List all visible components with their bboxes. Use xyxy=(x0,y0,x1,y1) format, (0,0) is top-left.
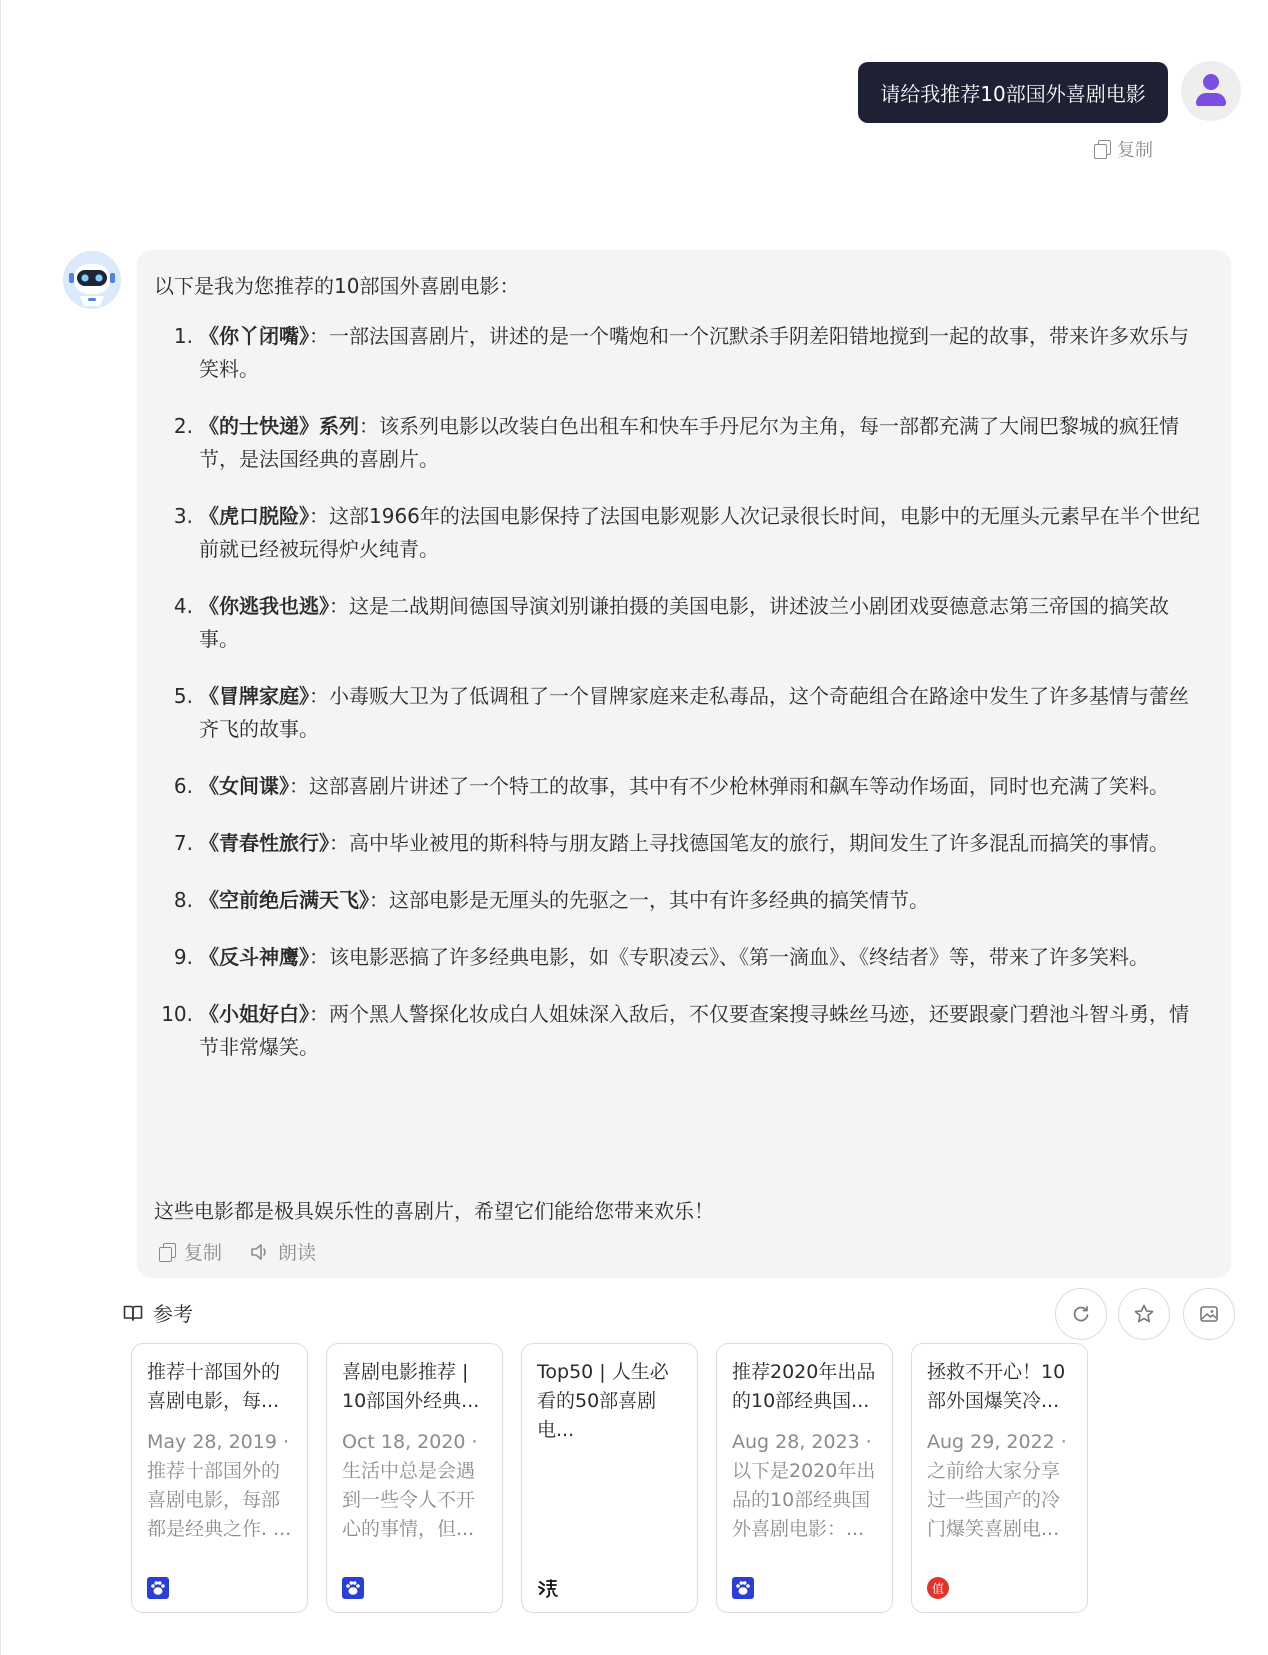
message-actions xyxy=(159,1238,316,1265)
item-number: 1. xyxy=(173,324,193,348)
image-icon xyxy=(1199,1304,1219,1324)
movie-title: 《空前绝后满天飞》 xyxy=(199,888,369,912)
reference-title: 推荐十部国外的喜剧电影，每... xyxy=(147,1361,281,1412)
movie-description: ：这部喜剧片讲述了一个特工的故事，其中有不少枪林弹雨和飙车等动作场面，同时也充满了笑料。 xyxy=(289,774,1169,798)
movie-description: ：这部电影是无厘头的先驱之一，其中有许多经典的搞笑情节。 xyxy=(369,888,929,912)
item-number: 8. xyxy=(173,888,193,912)
movie-description: ：这部1966年的法国电影保持了法国电影观影人次记录很长时间，电影中的无厘头元素早在半个世纪前就已经被玩得炉火纯青。 xyxy=(199,504,1200,561)
assistant-outro: 这些电影都是极具娱乐性的喜剧片，希望它们能给您带来欢乐！ xyxy=(154,1199,714,1223)
item-number: 5. xyxy=(173,684,193,708)
recommendation-item xyxy=(137,998,1231,1064)
recommendation-item xyxy=(137,770,1231,803)
user-message-text: 请给我推荐10部国外喜剧电影 xyxy=(880,82,1146,106)
baidu-paw-icon xyxy=(147,1577,169,1599)
item-number: 7. xyxy=(173,831,193,855)
recommendation-item xyxy=(137,941,1231,974)
movie-description: ：这是二战期间德国导演刘别谦拍摄的美国电影，讲述波兰小剧团戏耍德意志第三帝国的搞笑故事。 xyxy=(199,594,1169,651)
copy-icon xyxy=(159,1243,176,1261)
recommendation-item xyxy=(137,590,1231,656)
recommendation-item xyxy=(137,680,1231,746)
copy-user-message-button[interactable] xyxy=(1094,136,1153,162)
movie-title: 《青春性旅行》 xyxy=(199,831,329,855)
item-number: 10. xyxy=(161,1002,193,1026)
reference-date: Aug 28, 2023 · xyxy=(732,1431,872,1453)
reference-title: 推荐2020年出品的10部经典国... xyxy=(732,1361,876,1412)
references-heading xyxy=(123,1298,193,1327)
reference-date: May 28, 2019 · xyxy=(147,1431,290,1453)
user-avatar[interactable] xyxy=(1181,61,1241,121)
baidu-paw-icon xyxy=(342,1577,364,1599)
movie-description: ：小毒贩大卫为了低调租了一个冒牌家庭来走私毒品，这个奇葩组合在路途中发生了许多基情与蕾丝齐飞的故事。 xyxy=(199,684,1189,741)
reference-snippet: 以下是2020年出品的10部经典国外喜剧电影：... xyxy=(732,1460,876,1540)
reference-card[interactable] xyxy=(326,1343,503,1613)
regenerate-button[interactable] xyxy=(1055,1288,1107,1340)
recommendation-item xyxy=(137,410,1231,476)
zhi-icon xyxy=(927,1577,949,1599)
item-number: 6. xyxy=(173,774,193,798)
assistant-message-panel xyxy=(137,250,1231,1278)
recommendation-list xyxy=(137,320,1231,1088)
reference-card[interactable] xyxy=(521,1343,698,1613)
read-aloud-label: 朗读 xyxy=(278,1242,317,1264)
item-number: 9. xyxy=(173,945,193,969)
reference-title: Top50 | 人生必看的50部喜剧电... xyxy=(537,1361,669,1441)
reference-title: 拯救不开心！10部外国爆笑冷... xyxy=(927,1361,1066,1412)
reference-card[interactable] xyxy=(716,1343,893,1613)
reference-cards xyxy=(131,1343,1088,1613)
recommendation-item xyxy=(137,500,1231,566)
reference-snippet: 生活中总是会遇到一些令人不开心的事情，但... xyxy=(342,1460,476,1540)
pengpai-icon xyxy=(537,1577,559,1599)
reference-date: Aug 29, 2022 · xyxy=(927,1431,1067,1453)
movie-description: ：一部法国喜剧片，讲述的是一个嘴炮和一个沉默杀手阴差阳错地搅到一起的故事，带来许多欢乐与笑料。 xyxy=(199,324,1189,381)
reference-snippet: 之前给大家分享过一些国产的冷门爆笑喜剧电... xyxy=(927,1460,1061,1540)
share-image-button[interactable] xyxy=(1183,1288,1235,1340)
item-number: 3. xyxy=(173,504,193,528)
movie-description: ：该电影恶搞了许多经典电影，如《专职凌云》、《第一滴血》、《终结者》等，带来了许多笑料。 xyxy=(309,945,1149,969)
movie-description: ：高中毕业被甩的斯科特与朋友踏上寻找德国笔友的旅行，期间发生了许多混乱而搞笑的事情。 xyxy=(329,831,1169,855)
favorite-button[interactable] xyxy=(1118,1288,1170,1340)
user-avatar-body xyxy=(1196,93,1226,106)
assistant-intro: 以下是我为您推荐的10部国外喜剧电影： xyxy=(154,274,520,298)
movie-description: ：该系列电影以改装白色出租车和快车手丹尼尔为主角，每一部都充满了大闹巴黎城的疯狂情节，是法国经典的喜剧片。 xyxy=(199,414,1179,471)
copy-answer-label: 复制 xyxy=(184,1242,223,1264)
movie-title: 《你丫闭嘴》 xyxy=(199,324,309,348)
movie-title: 《你逃我也逃》 xyxy=(199,594,329,618)
copy-answer-button[interactable] xyxy=(159,1238,222,1265)
speaker-icon xyxy=(250,1243,270,1261)
copy-label: 复制 xyxy=(1117,140,1153,161)
reference-date: Oct 18, 2020 · xyxy=(342,1431,478,1453)
reference-title: 喜剧电影推荐 | 10部国外经典... xyxy=(342,1361,480,1412)
read-aloud-button[interactable] xyxy=(250,1238,316,1265)
refresh-icon xyxy=(1071,1304,1091,1324)
recommendation-item xyxy=(137,320,1231,386)
recommendation-item xyxy=(137,884,1231,917)
movie-title: 《的士快递》系列 xyxy=(199,414,359,438)
movie-title: 《冒牌家庭》 xyxy=(199,684,309,708)
recommendation-item xyxy=(137,827,1231,860)
book-icon xyxy=(123,1304,143,1322)
svg-text:值: 值 xyxy=(931,1581,945,1596)
movie-description: ：两个黑人警探化妆成白人姐妹深入敌后，不仅要查案搜寻蛛丝马迹，还要跟豪门碧池斗智斗勇，情节非常爆笑。 xyxy=(199,1002,1189,1059)
reference-card[interactable] xyxy=(911,1343,1088,1613)
copy-icon xyxy=(1094,140,1111,158)
robot-avatar-icon xyxy=(62,250,122,312)
user-message-bubble xyxy=(858,62,1168,123)
left-divider xyxy=(0,0,1,1655)
item-number: 2. xyxy=(173,414,193,438)
movie-title: 《虎口脱险》 xyxy=(199,504,309,528)
movie-title: 《女间谍》 xyxy=(199,774,289,798)
item-number: 4. xyxy=(173,594,193,618)
references-heading-label: 参考 xyxy=(153,1302,193,1326)
movie-title: 《反斗神鹰》 xyxy=(199,945,309,969)
star-icon xyxy=(1133,1303,1155,1325)
user-avatar-head xyxy=(1203,74,1219,90)
reference-card[interactable] xyxy=(131,1343,308,1613)
baidu-paw-icon xyxy=(732,1577,754,1599)
movie-title: 《小姐好白》 xyxy=(199,1002,309,1026)
reference-snippet: 推荐十部国外的喜剧电影，每部都是经典之作. ... xyxy=(147,1460,292,1540)
